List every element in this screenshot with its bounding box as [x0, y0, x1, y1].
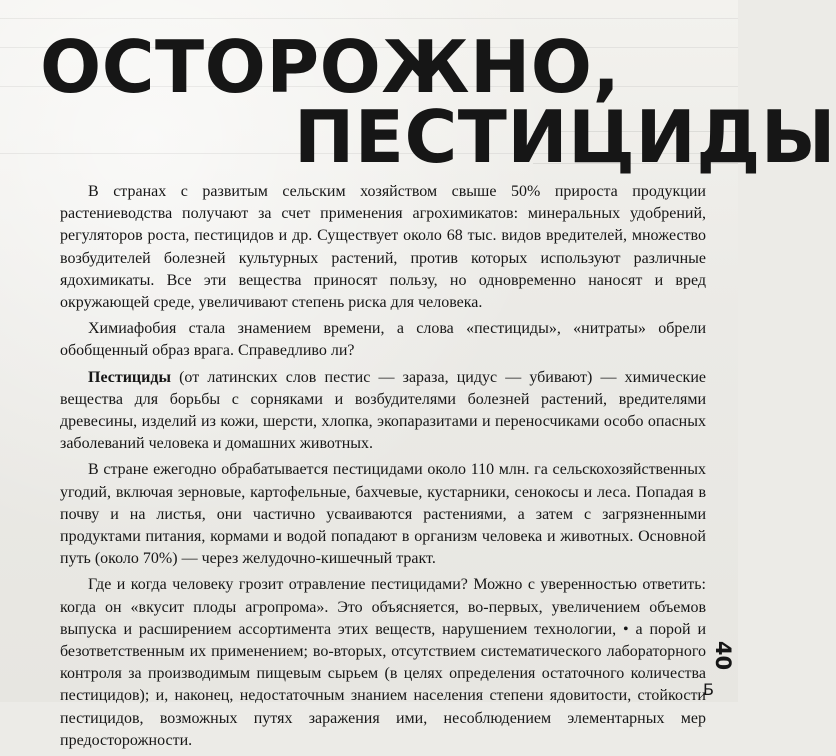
term-pesticides: Пестициды — [88, 368, 171, 386]
paragraph-3-text: (от латинских слов пестис — зараза, цидус — убивают) — химические вещества для борьбы с сорняками и возбудителями болезней растений, вредителями древесины, изделий из кожи, шерсти, хлопка, экопаразитами и переносчиками особо опасных заболеваний человека и домашних животных. — [60, 368, 706, 453]
paragraph-5: Где и когда человеку грозит отравление пестицидами? Можно с уверенностью ответить: когда он «вкусит плоды агропрома». Это объясняется, во-первых, увеличением объемов выпуска и расширением ассортимента этих веществ, нарушением технологии, • а порой и безответственным их применением; во-вторых, отсутствием систематического лабораторного контроля за производимым пищевым сырьем (в целях определения остаточного количества пестицидов); и, наконец, недостаточным знанием населения степени ядовитости, стойкости пестицидов, возможных путях заражения ими, несоблюдением элементарных мер предосторожности. — [60, 576, 706, 749]
article-title-line-1: ОСТОРОЖНО, — [40, 25, 621, 109]
paragraph-4: В стране ежегодно обрабатывается пестицидами около 110 млн. га сельскохозяйственных угодий, включая зерновые, картофельные, бахчевые, кустарники, сенокосы и леса. Попадая в почву и на листья, они частично усваиваются растениями, а затем с загрязненными продуктами питания, кормами и водой попадают в организм человека и животных. Основной путь (около 70%) — через желудочно-кишечный тракт. — [60, 461, 706, 568]
paragraph-2: Химиафобия стала знамением времени, а слова «пестициды», «нитраты» обрели обобщенный образ врага. Справедливо ли? — [60, 320, 706, 360]
article-title-line-2: ПЕСТИЦИДЫ — [294, 95, 836, 179]
print-line — [0, 18, 738, 19]
corner-mark: Б — [703, 680, 714, 699]
article-body — [60, 181, 706, 756]
paragraph-3 — [60, 367, 706, 456]
page-number: 40 — [710, 640, 735, 671]
paragraph-1: В странах с развитым сельским хозяйством свыше 50% прироста продукции растениеводства получают за счет применения агрохимикатов: минеральных удобрений, регуляторов роста, пестицидов и др. Существует около 68 тыс. видов вредителей, множество возбудителей болезней культурных растений, против которых используют различные ядохимикаты. Все эти вещества приносят пользу, но одновременно наносят и вред окружающей среде, увеличивают степень риска для человека. — [60, 183, 706, 312]
